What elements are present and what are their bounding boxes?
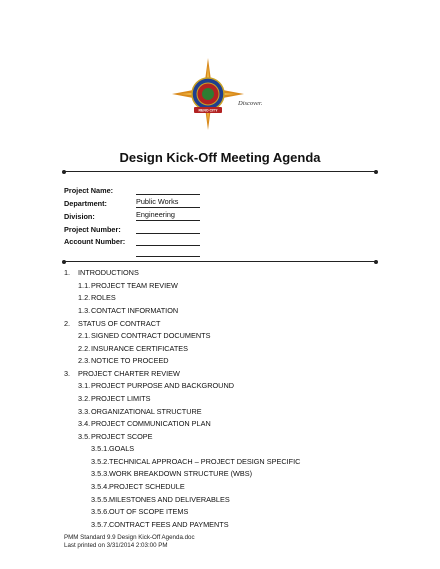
field-label-project-number: Project Number:: [64, 225, 121, 234]
item-text: STATUS OF CONTRACT: [78, 319, 161, 328]
list-item: [78, 356, 169, 365]
item-number: 3.5.4.: [91, 482, 110, 491]
item-text: INTRODUCTIONS: [78, 268, 139, 277]
item-number: 3.5.7.: [91, 520, 110, 529]
field-label-project-name: Project Name:: [64, 186, 114, 195]
field-label-division: Division:: [64, 212, 95, 221]
item-number: 3.: [64, 369, 71, 378]
divider-top: [64, 171, 376, 172]
item-number: 1.1.: [78, 281, 91, 290]
item-number: 2.1.: [78, 331, 91, 340]
item-text: PROJECT CHARTER REVIEW: [78, 369, 180, 378]
item-text: WORK BREAKDOWN STRUCTURE (WBS): [109, 469, 253, 478]
item-text: INSURANCE CERTIFICATES: [91, 344, 189, 353]
field-project-number[interactable]: [136, 224, 200, 234]
blank-field-line: [136, 256, 200, 257]
item-number: 1.2.: [78, 293, 91, 302]
item-text: GOALS: [109, 444, 135, 453]
seal-text: RENO CITY: [198, 108, 218, 113]
list-item: [78, 331, 210, 340]
list-item: [64, 319, 160, 328]
item-text: PROJECT SCOPE: [91, 432, 153, 441]
item-text: ROLES: [91, 293, 116, 302]
footer-filename: PMM Standard 9.9 Design Kick-Off Agenda.doc: [64, 534, 195, 541]
list-item: [78, 407, 202, 416]
item-text: PROJECT SCHEDULE: [109, 482, 185, 491]
item-number: 3.5.: [78, 432, 91, 441]
list-item: [91, 469, 252, 478]
item-number: 3.3.: [78, 407, 91, 416]
list-item: [78, 344, 188, 353]
list-item: [78, 419, 211, 428]
item-number: 2.3.: [78, 356, 91, 365]
list-item: [78, 293, 116, 302]
item-text: CONTACT INFORMATION: [91, 306, 179, 315]
item-number: 3.4.: [78, 419, 91, 428]
item-text: PROJECT TEAM REVIEW: [91, 281, 178, 290]
item-number: 3.5.5.: [91, 495, 110, 504]
list-item: [64, 369, 180, 378]
item-text: MILESTONES AND DELIVERABLES: [109, 495, 230, 504]
field-division[interactable]: Engineering: [136, 211, 200, 221]
item-number: 3.2.: [78, 394, 91, 403]
item-number: 1.: [64, 268, 71, 277]
list-item: [91, 495, 230, 504]
item-number: 3.5.6.: [91, 507, 110, 516]
list-item: [78, 432, 153, 441]
list-item: [78, 394, 150, 403]
footer-print-date: Last printed on 3/31/2014 2:03:00 PM: [64, 542, 168, 549]
list-item: [91, 507, 188, 516]
item-text: ORGANIZATIONAL STRUCTURE: [91, 407, 202, 416]
city-seal-logo: [172, 58, 244, 130]
list-item: [78, 381, 234, 390]
list-item: [91, 482, 185, 491]
item-text: CONTRACT FEES AND PAYMENTS: [109, 520, 229, 529]
item-text: PROJECT COMMUNICATION PLAN: [91, 419, 211, 428]
item-text: SIGNED CONTRACT DOCUMENTS: [91, 331, 211, 340]
field-account-number[interactable]: [136, 236, 200, 246]
item-number: 2.: [64, 319, 71, 328]
item-number: 3.5.2.: [91, 457, 110, 466]
item-number: 3.5.3.: [91, 469, 110, 478]
item-text: TECHNICAL APPROACH – PROJECT DESIGN SPECIFIC: [109, 457, 301, 466]
item-text: PROJECT PURPOSE AND BACKGROUND: [91, 381, 234, 390]
item-number: 3.1.: [78, 381, 91, 390]
list-item: [91, 444, 134, 453]
list-item: [78, 306, 178, 315]
page-title: Design Kick-Off Meeting Agenda: [119, 150, 321, 165]
item-number: 2.2.: [78, 344, 91, 353]
field-department[interactable]: Public Works: [136, 198, 200, 208]
field-label-department: Department:: [64, 199, 107, 208]
list-item: [91, 457, 300, 466]
divider-bottom: [64, 261, 376, 262]
field-label-account-number: Account Number:: [64, 237, 126, 246]
list-item: [64, 268, 139, 277]
discover-tagline: Discover.: [238, 100, 263, 107]
item-number: 1.3.: [78, 306, 91, 315]
item-number: 3.5.1.: [91, 444, 110, 453]
item-text: OUT OF SCOPE ITEMS: [109, 507, 189, 516]
list-item: [78, 281, 178, 290]
field-project-name[interactable]: [136, 185, 200, 195]
list-item: [91, 520, 229, 529]
item-text: PROJECT LIMITS: [91, 394, 151, 403]
item-text: NOTICE TO PROCEED: [91, 356, 169, 365]
